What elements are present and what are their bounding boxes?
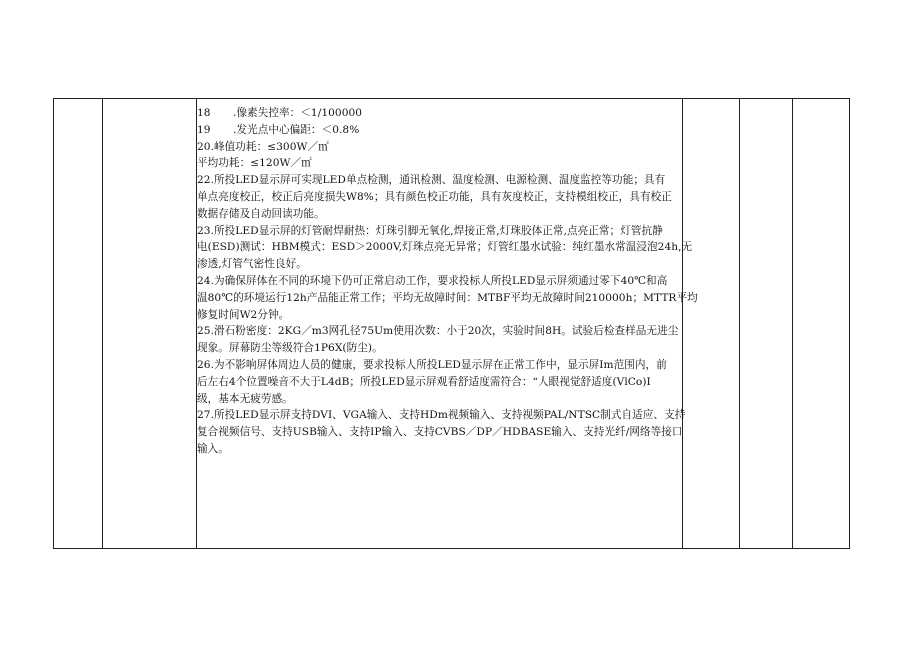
spec-line: 23.所投LED显示屏的灯管耐焊耐热：灯珠引脚无氧化,焊接正常,灯珠胶体正常,点亮正常；灯管抗静 — [197, 224, 663, 237]
spec-line: 温80℃的环境运行12h产品能正常工作；平均无故障时间：MTBF平均无故障时间210000h；MTTR平均 — [197, 291, 698, 304]
spec-line: 修复时间W2分钟。 — [197, 308, 290, 321]
spec-line: 单点亮度校正，校正后亮度损失W8%；具有颜色校正功能，具有灰度校正，支持模组校正，具有校正 — [197, 190, 672, 203]
spec-line: 27.所投LED显示屏支持DVI、VGA输入、支持HDm视频输入、支持视频PAL/NTSC制式自适应、支持 — [197, 409, 686, 422]
spec-content-cell — [197, 105, 698, 458]
item-number: 18 — [197, 107, 211, 119]
spec-line: 22.所投LED显示屏可实现LED单点检测，通讯检测、温度检测、电源检测、温度监控等功能；具有 — [197, 174, 666, 187]
spec-line: 级，基本无疲劳感。 — [197, 392, 293, 405]
column-divider — [792, 99, 793, 548]
spec-line: 现象。屏幕防尘等级符合1P6X(防尘)。 — [197, 342, 383, 355]
spec-line: 24.为确保屏体在不同的环境下仍可正常启动工作，要求投标人所投LED显示屏须通过零下40℃和高 — [197, 274, 668, 287]
spec-table — [53, 98, 850, 549]
spec-line: 后左右4个位置噪音不大于L4dB；所投LED显示屏观看舒适度需符合：“人眼视觉舒适度(VlCo)I — [197, 375, 651, 388]
spec-line: 复合视频信号、支持USB输入、支持IP输入、支持CVBS／DP／HDBASE输入、支持光纤/网络等接口 — [197, 426, 683, 439]
column-divider — [682, 99, 683, 548]
spec-line: 电(ESD)测试：HBM模式：ESD＞2000V,灯珠点亮无异常；灯管红墨水试验：纯红墨水常温浸泡24h,无 — [197, 241, 693, 254]
item-number: 19 — [197, 123, 211, 136]
spec-line: 25.滑石粉密度：2KG／m3网孔径75Um使用次数：小于20次，实验时间8H。试验后检查样品无进尘 — [197, 325, 679, 338]
item-text: .像素失控率：＜1/100000 — [233, 107, 363, 119]
item-text: .发光点中心偏距：＜0.8% — [233, 123, 360, 136]
spec-line: 输入。 — [197, 442, 229, 455]
spec-line: 20.峰值功耗：≤300W／㎡ — [197, 140, 329, 153]
spec-line: 平均功耗：≤120W／㎡ — [197, 157, 312, 170]
column-divider — [739, 99, 740, 548]
spec-item-19 — [197, 122, 677, 139]
spec-line: 数据存储及自动回读功能。 — [197, 207, 325, 220]
spec-line: 渗透,灯管气密性良好。 — [197, 258, 307, 271]
spec-item-18 — [197, 105, 677, 122]
column-divider — [102, 99, 103, 548]
spec-line: 26.为不影响屏体周边人员的健康，要求投标人所投LED显示屏在正常工作中，显示屏Im范围内，前 — [197, 358, 667, 371]
